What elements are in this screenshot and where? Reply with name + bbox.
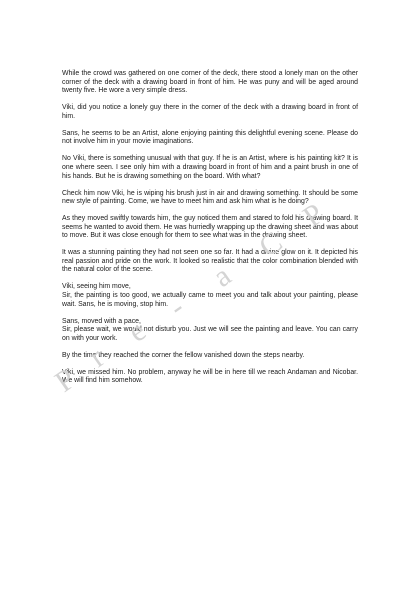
paragraph: Viki, did you notice a lonely guy there in the corner of the deck with a drawing board in front of him. [62, 104, 358, 120]
paragraph: While the crowd was gathered on one corner of the deck, there stood a lonely man on the other corner of the deck with a drawing board in front of him. He was puny and will be aged around twenty five. He wore a very simple dress. [62, 70, 358, 95]
paragraph: Check him now Viki, he is wiping his brush just in air and drawing something. It should be some new style of painting. Come, we have to meet him and ask him what is he doing? [62, 189, 358, 206]
watermark-letter: - [163, 290, 191, 324]
watermark-letter: P [297, 197, 330, 234]
watermark-letter: a [207, 259, 237, 294]
watermark-letter: C [253, 225, 289, 264]
watermark-letter: e [122, 314, 152, 349]
paragraph: Viki, we missed him. No problem, anyway he will be in here till we reach Andaman and Nicobar. We will find him somehow. [62, 368, 358, 385]
watermark-letter: P [49, 362, 82, 399]
paragraph: Sans, he seems to be an Artist, alone enjoying painting this delightful evening scene. Please do not involve him in your movie imaginations. [62, 129, 358, 146]
watermark-letter: r [83, 340, 111, 374]
paragraph: It was a stunning painting they had not seen one so far. It had a divine glow on it. It depicted his real passion and pride on the work. It looked so realistic that the color combination blended with the natural color of the scene. [62, 249, 358, 274]
paragraph: As they moved swiftly towards him, the guy noticed them and stared to fold his drawing board. It seems he wanted to avoid them. He was hurriedly wrapping up the drawing sheet and was about to move. But it was close enough for them to see what was in the drawing sheet. [62, 215, 358, 240]
paragraph: Viki, seeing him move, Sir, the painting is too good, we actually came to meet you and talk about your painting, please wait. Sans, he is moving, stop him. [62, 283, 358, 308]
paragraph: By the time they reached the corner the fellow vanished down the steps nearby. [62, 351, 305, 359]
document-body [62, 70, 358, 394]
paragraph: Sans, moved with a pace, Sir, please wait, we would not disturb you. Just we will see the painting and leave. You can carry on with your work. [62, 317, 358, 342]
paragraph: No Viki, there is something unusual with that guy. If he is an Artist, where is his painting kit? It is one where seen. I see only him with a drawing board in front of him and a paint brush in one of his hands. But he is drawing something on the board. With what? [62, 155, 358, 180]
